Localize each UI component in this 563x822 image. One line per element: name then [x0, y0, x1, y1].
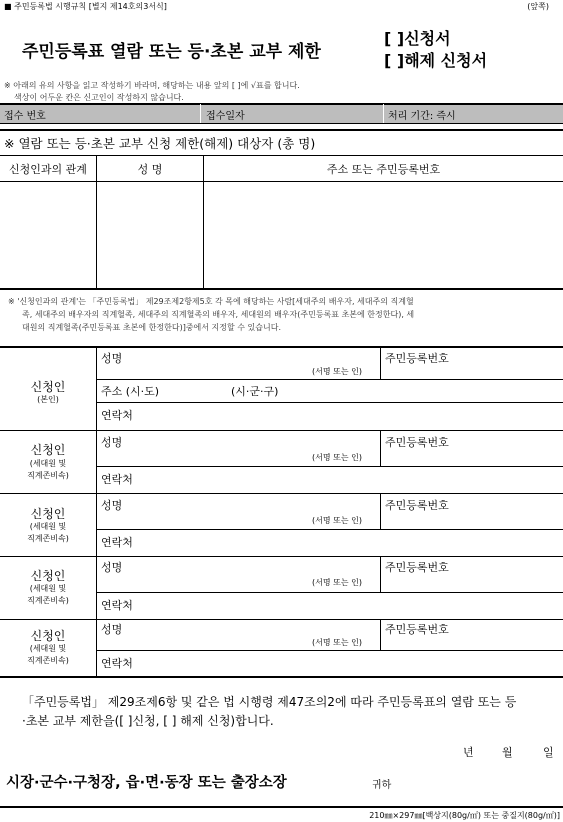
applicant-member-name-field[interactable] — [150, 621, 378, 649]
applicant-member-sublabel-2: 직계존비속) — [27, 596, 69, 605]
applicant-member-sublabel-1: (세대원 및 — [29, 522, 67, 531]
applicant-member-contact-label: 연락처 — [101, 473, 133, 486]
applicant-main-label: 신청인 — [30, 380, 66, 394]
recipient-name: 시장·군수·구청장, 읍·면·동장 또는 출장소장 — [6, 775, 287, 791]
processing-period-label: 처리 기간: 즉시 — [388, 111, 456, 122]
applicant-member-rrn-label: 주민등록번호 — [385, 499, 449, 512]
applicant-member-label: 신청인 — [30, 507, 66, 521]
instruction-line-2: 색상이 어두운 칸은 신고인이 작성하지 않습니다. — [14, 93, 184, 102]
applicant-main-sublabel: (본인) — [37, 395, 59, 404]
applicant-member-name-field[interactable] — [150, 558, 378, 591]
relation-note-line-1: ※ '신청인과의 관계'는 「주민등록법」 제29조제2항제5호 각 목에 해당하는 사람[세대주의 배우자, 세대주의 직계혈 — [8, 297, 414, 306]
col-address-header: 주소 또는 주민등록번호 — [326, 163, 441, 176]
option-application[interactable]: [ ]신청서 — [384, 29, 451, 48]
applicant-member-contact-field[interactable] — [150, 652, 562, 674]
applicant-member-contact-field[interactable] — [150, 531, 562, 555]
option-cancellation[interactable]: [ ]해제 신청서 — [384, 51, 488, 70]
applicant-member-name-label: 성명 — [101, 436, 123, 449]
applicant-member-sublabel-1: (세대원 및 — [29, 584, 67, 593]
date-year-label: 년 — [463, 746, 474, 759]
instruction-line-1: ※ 아래의 유의 사항을 읽고 작성하기 바라며, 해당하는 내용 앞의 [ ]에 √표를 합니다. — [4, 81, 300, 90]
applicant-member-sign-label: (서명 또는 인) — [312, 638, 362, 647]
reception-row — [0, 103, 563, 123]
applicant-member-name-label: 성명 — [101, 561, 123, 574]
applicant-main-name-label: 성명 — [101, 352, 123, 365]
target-address-cell[interactable] — [204, 182, 563, 287]
applicant-member-contact-label: 연락처 — [101, 599, 133, 612]
applicant-main-name-field[interactable] — [150, 348, 378, 378]
applicant-main-contact-label: 연락처 — [101, 409, 133, 422]
applicant-main-address-label: 주소 (시·도) — [101, 385, 160, 398]
applicant-main-rrn-label: 주민등록번호 — [385, 352, 449, 365]
applicant-main-sign-label: (서명 또는 인) — [312, 367, 362, 376]
reception-date-label: 접수일자 — [206, 111, 245, 122]
applicant-member-name-label: 성명 — [101, 499, 123, 512]
paper-size-note: 210㎜×297㎜[백상지(80g/㎡) 또는 중질지(80g/㎡)] — [369, 811, 560, 820]
applicant-main-rrn-field[interactable] — [382, 364, 562, 378]
applicant-main-address-label-2: (시·군·구) — [231, 385, 279, 398]
applicant-member-sublabel-2: 직계존비속) — [27, 471, 69, 480]
applicant-member-label: 신청인 — [30, 443, 66, 457]
applicant-member-sublabel-1: (세대원 및 — [29, 459, 67, 468]
page-side-label: (앞쪽) — [527, 2, 549, 11]
applicant-member-name-label: 성명 — [101, 623, 123, 636]
applicant-member-rrn-label: 주민등록번호 — [385, 436, 449, 449]
recipient-suffix: 귀하 — [372, 780, 392, 791]
statement-line-1: 「주민등록법」 제29조제6항 및 같은 법 시행령 제47조의2에 따라 주민등록표의 열람 또는 등 — [22, 695, 517, 709]
statement-line-2: ·초본 교부 제한을([ ]신청, [ ] 해제 신청)합니다. — [22, 714, 274, 728]
applicant-member-sign-label: (서명 또는 인) — [312, 516, 362, 525]
form-title: 주민등록표 열람 또는 등·초본 교부 제한 — [22, 42, 321, 62]
applicant-member-rrn-label: 주민등록번호 — [385, 561, 449, 574]
target-relation-cell[interactable] — [0, 182, 96, 287]
reception-number-label: 접수 번호 — [4, 111, 46, 122]
applicant-member-sign-label: (서명 또는 인) — [312, 453, 362, 462]
applicant-member-label: 신청인 — [30, 569, 66, 583]
relation-note-line-2: 족, 세대주의 배우자의 직계혈족, 세대주의 직계혈족의 배우자, 세대원의 배우자(주민등록표 초본에 한정한다), 세 — [22, 310, 415, 319]
relation-note-line-3: 대원의 직계혈족(주민등록표 초본에 한정한다)]중에서 지정할 수 있습니다. — [22, 323, 282, 332]
applicant-member-contact-label: 연락처 — [101, 536, 133, 549]
applicant-member-label: 신청인 — [30, 629, 66, 643]
col-name-header: 성 명 — [137, 163, 163, 176]
target-name-cell[interactable] — [97, 182, 203, 287]
applicant-member-sublabel-2: 직계존비속) — [27, 534, 69, 543]
form-reference: ■ 주민등록법 시행규칙 [별지 제14호의3서식] — [4, 2, 167, 11]
col-relation-header: 신청인과의 관계 — [9, 163, 87, 176]
applicant-member-name-field[interactable] — [150, 432, 378, 465]
applicant-member-contact-field[interactable] — [150, 594, 562, 618]
applicant-member-contact-label: 연락처 — [101, 657, 133, 670]
applicant-member-contact-field[interactable] — [150, 468, 562, 492]
applicant-main-contact-field[interactable] — [150, 404, 562, 428]
applicant-member-sublabel-1: (세대원 및 — [29, 644, 67, 653]
date-day-label: 일 — [543, 746, 554, 759]
target-section-title: ※ 열람 또는 등·초본 교부 신청 제한(해제) 대상자 (총 명) — [4, 136, 316, 151]
date-month-label: 월 — [502, 746, 513, 759]
applicant-member-rrn-label: 주민등록번호 — [385, 623, 449, 636]
applicant-member-name-field[interactable] — [150, 495, 378, 528]
applicant-member-sublabel-2: 직계존비속) — [27, 656, 69, 665]
applicant-member-sign-label: (서명 또는 인) — [312, 578, 362, 587]
